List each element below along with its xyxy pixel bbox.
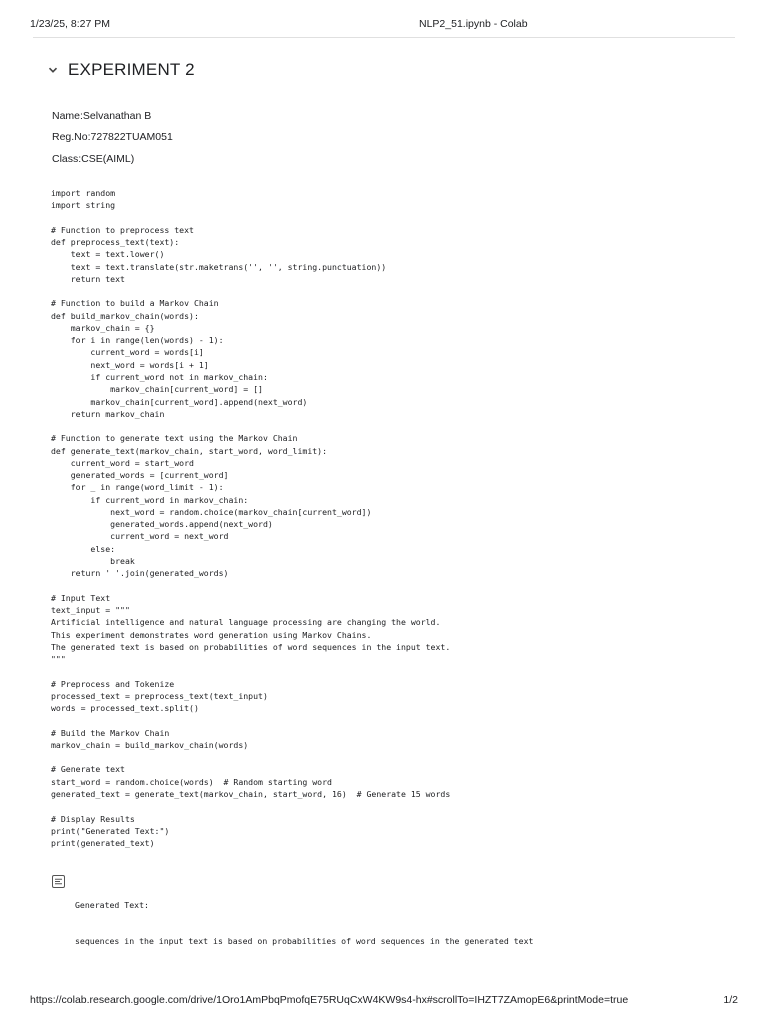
page-url: https://colab.research.google.com/drive/1Oro1AmPbqPmofqE75RUqCxW4KW9s4-hx#scrollTo=IHZT7ZAmopE6&printMode=true [30, 994, 629, 1006]
code-line: # Function to build a Markov Chain [51, 298, 219, 309]
code-line: start_word = random.choice(words) # Random starting word [51, 776, 332, 787]
registration-number: Reg.No:727822TUAM051 [52, 131, 173, 143]
code-line: def preprocess_text(text): [51, 237, 180, 248]
code-line: generated_text = generate_text(markov_chain, start_word, 16) # Generate 15 words [51, 789, 451, 800]
code-line: # Function to preprocess text [51, 224, 194, 235]
code-line: next_word = random.choice(markov_chain[current_word]) [51, 506, 372, 517]
chevron-down-icon[interactable] [46, 63, 60, 77]
notebook-title: NLP2_51.ipynb - Colab [419, 18, 528, 30]
code-line: for _ in range(word_limit - 1): [51, 482, 224, 493]
code-line: generated_words = [current_word] [51, 470, 229, 481]
code-line: if current_word not in markov_chain: [51, 371, 268, 382]
output-text [75, 874, 533, 972]
code-line: # Function to generate text using the Markov Chain [51, 433, 298, 444]
code-line: def generate_text(markov_chain, start_word, word_limit): [51, 445, 328, 456]
section-header[interactable] [46, 57, 195, 83]
code-line [51, 285, 450, 297]
student-name: Name:Selvanathan B [52, 110, 152, 122]
code-line: # Build the Markov Chain [51, 727, 170, 738]
print-footer [30, 994, 738, 1008]
output-toggle-icon[interactable] [51, 874, 66, 889]
code-line: This experiment demonstrates word generation using Markov Chains. [51, 629, 372, 640]
code-line: current_word = words[i] [51, 347, 204, 358]
code-line: markov_chain[current_word] = [] [51, 384, 263, 395]
code-line: markov_chain = build_markov_chain(words) [51, 739, 249, 750]
output-line: Generated Text: [75, 899, 149, 910]
code-line: current_word = next_word [51, 531, 229, 542]
section-title: EXPERIMENT 2 [68, 60, 195, 79]
code-line [51, 751, 450, 763]
code-line: generated_words.append(next_word) [51, 519, 273, 530]
code-line: current_word = start_word [51, 457, 194, 468]
code-line: processed_text = preprocess_text(text_input) [51, 690, 268, 701]
code-line: words = processed_text.split() [51, 703, 199, 714]
code-cell[interactable] [51, 187, 450, 849]
code-line [51, 580, 450, 592]
code-line [51, 212, 450, 224]
code-line: import string [51, 200, 116, 211]
class-label: Class:CSE(AIML) [52, 153, 135, 165]
page-number: 1/2 [723, 994, 738, 1006]
code-line: text = text.lower() [51, 249, 165, 260]
output-line: sequences in the input text is based on probabilities of word sequences in the generated text [75, 936, 534, 947]
code-line: markov_chain[current_word].append(next_word) [51, 396, 308, 407]
code-line: """ [51, 654, 66, 665]
code-line: The generated text is based on probabilities of word sequences in the input text. [51, 641, 451, 652]
code-line: break [51, 555, 135, 566]
code-line: print("Generated Text:") [51, 825, 170, 836]
code-line: # Generate text [51, 764, 125, 775]
code-line: if current_word in markov_chain: [51, 494, 249, 505]
code-line [51, 800, 450, 812]
code-line: next_word = words[i + 1] [51, 359, 209, 370]
print-date: 1/23/25, 8:27 PM [30, 18, 110, 30]
code-line: # Display Results [51, 813, 135, 824]
code-line [51, 420, 450, 432]
code-line [51, 665, 450, 677]
code-line: def build_markov_chain(words): [51, 310, 199, 321]
print-header [30, 18, 738, 32]
code-line: else: [51, 543, 116, 554]
code-line: Artificial intelligence and natural language processing are changing the world. [51, 617, 441, 628]
code-line: # Preprocess and Tokenize [51, 678, 175, 689]
code-line: markov_chain = {} [51, 322, 155, 333]
code-line: text = text.translate(str.maketrans('', '', string.punctuation)) [51, 261, 387, 272]
code-line: print(generated_text) [51, 838, 155, 849]
header-divider [33, 37, 735, 38]
code-line: import random [51, 188, 116, 198]
code-line: # Input Text [51, 592, 111, 603]
code-line: return text [51, 273, 125, 284]
code-line [51, 714, 450, 726]
code-line: for i in range(len(words) - 1): [51, 335, 224, 346]
code-line: text_input = """ [51, 605, 130, 616]
code-line: return markov_chain [51, 408, 165, 419]
code-line: return ' '.join(generated_words) [51, 568, 229, 579]
